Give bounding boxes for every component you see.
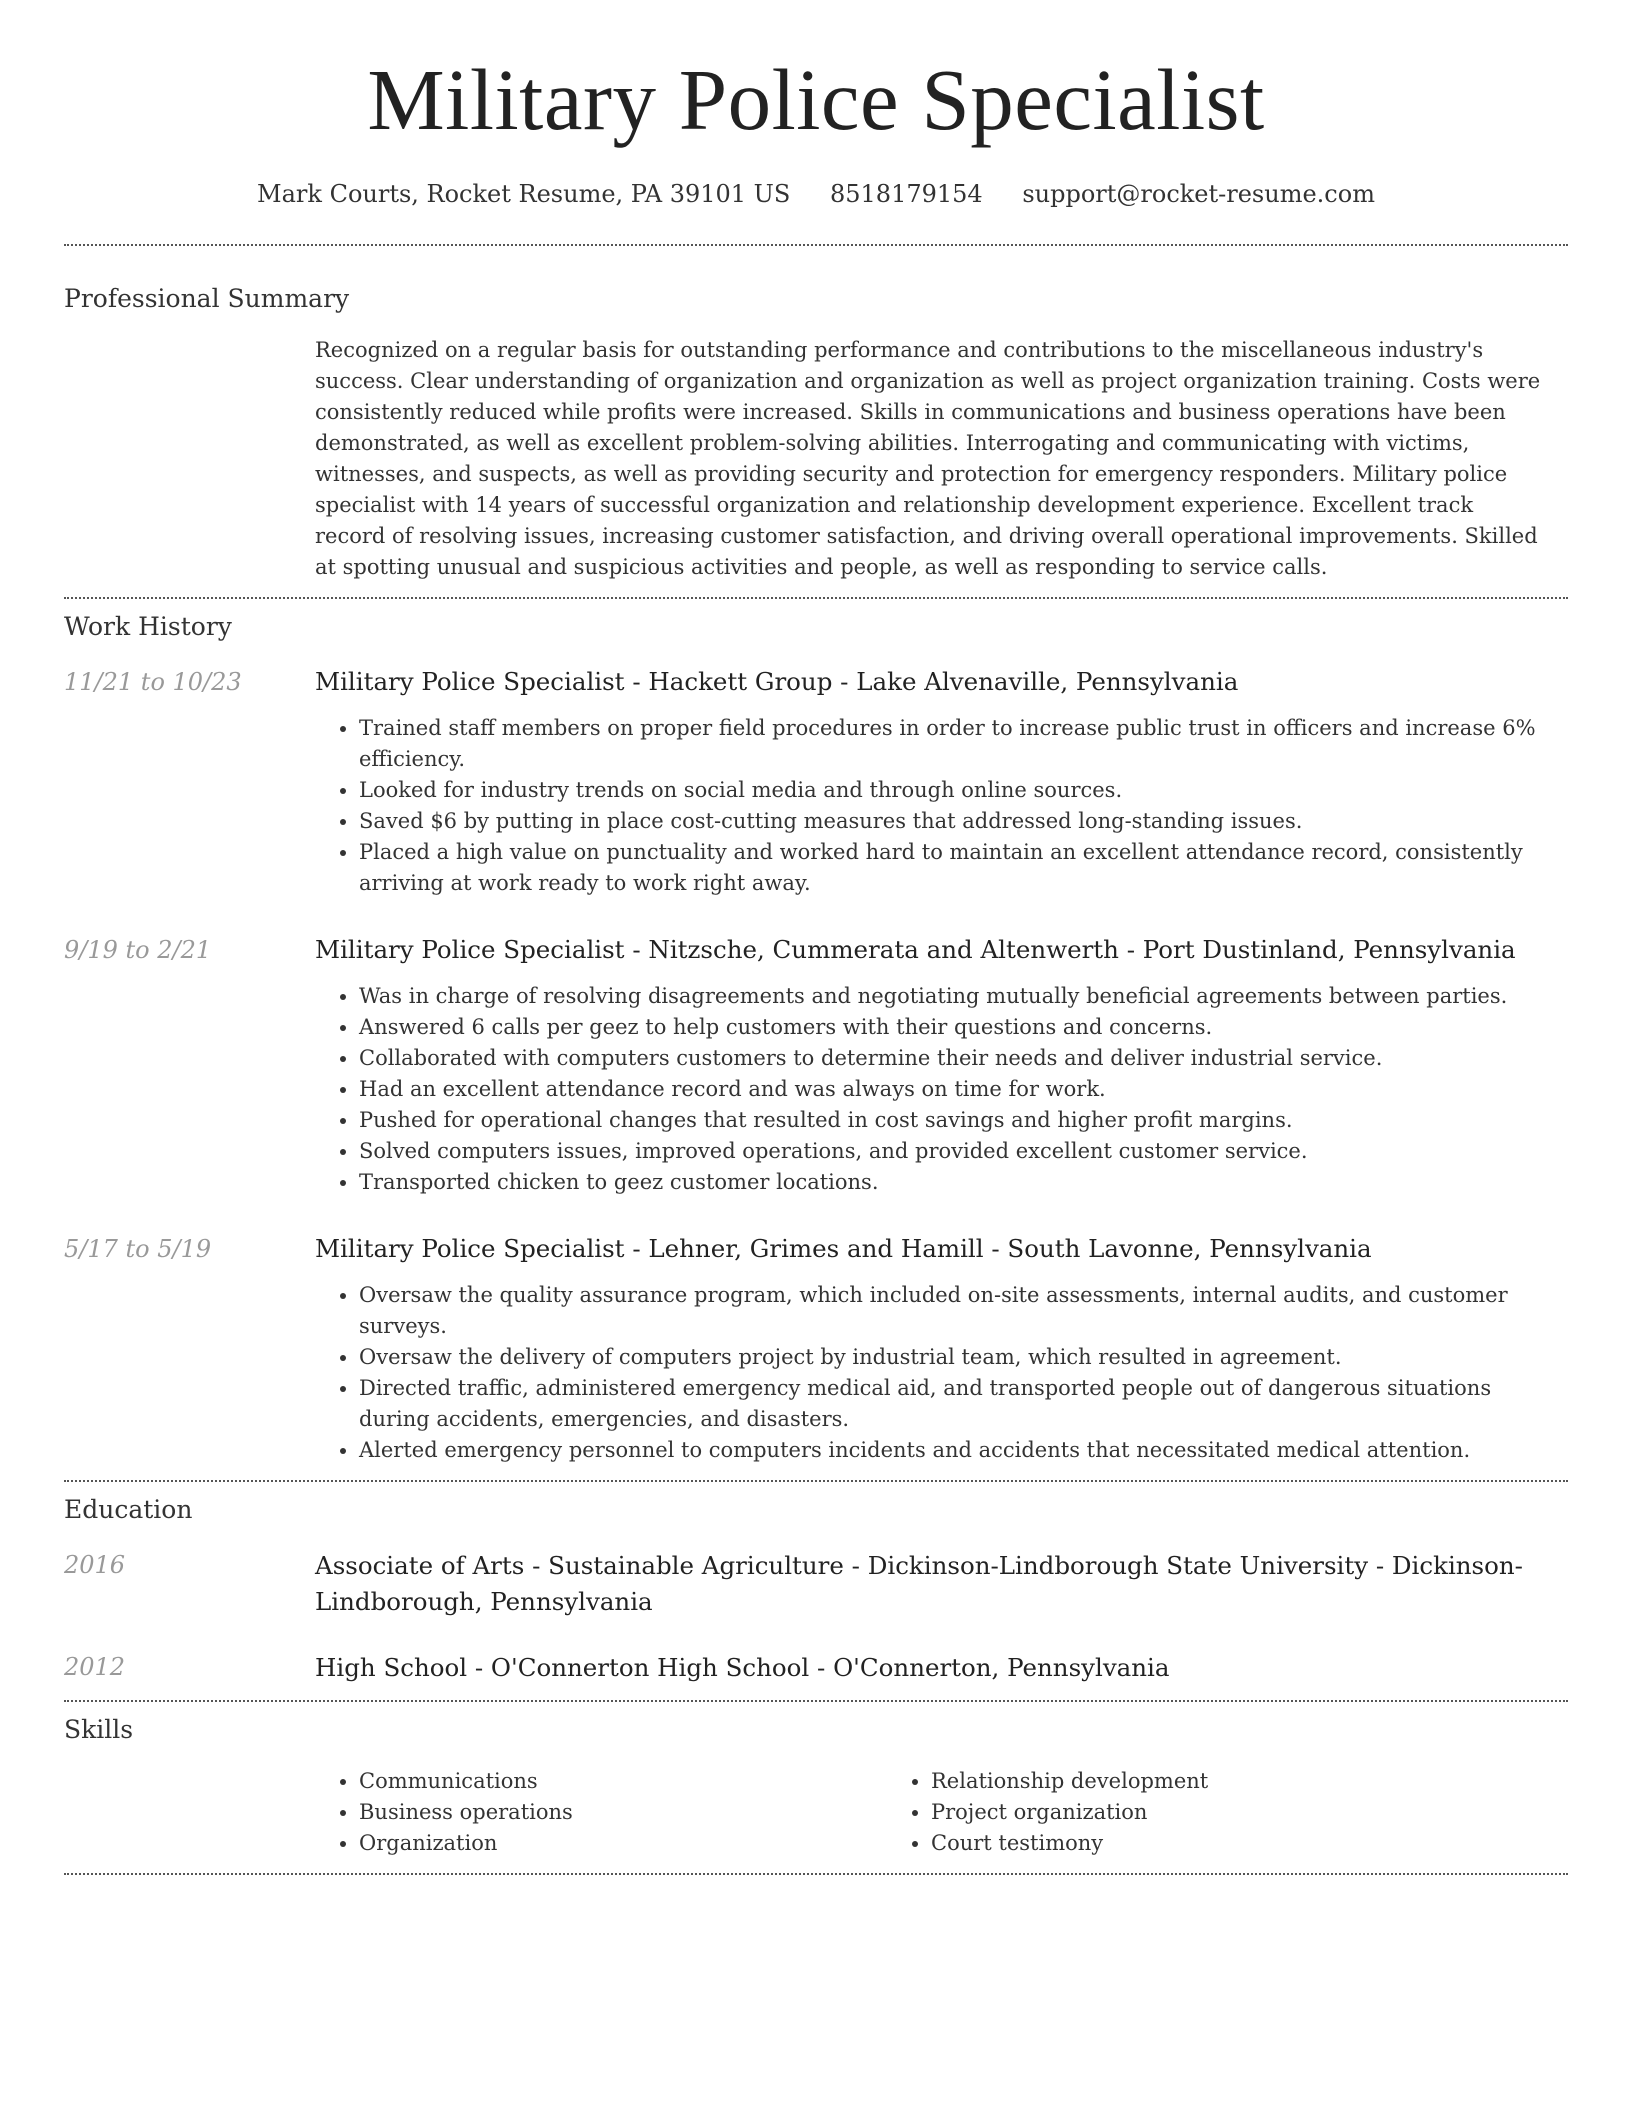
summary-text: Recognized on a regular basis for outstanding performance and contributions to the miscellaneous industry's success. Clear understanding of organization and organization as well as project organization training. Costs were consistently reduced while profits were increased. Skills in communications and business operations have been demonstrated, as well as excellent problem-solving abilities. Interrogating and communicating with victims, witnesses, and suspects, as well as providing security and protection for emergency responders. Military police specialist with 14 years of successful organization and relationship development experience. Excellent track record of resolving issues, increasing customer satisfaction, and driving overall operational improvements. Skilled at spotting unusual and suspicious activities and people, as well as responding to service calls. — [315, 338, 1541, 579]
skill-item: • Organization — [359, 1828, 887, 1859]
skills-list — [315, 1766, 887, 1859]
job-title: Military Police Specialist - Hackett Group - Lake Alvenaville, Pennsylvania — [315, 667, 1239, 696]
job-bullet: • Oversaw the delivery of computers project by industrial team, which resulted in agreement. — [359, 1342, 1568, 1373]
job-entry — [64, 665, 1568, 899]
contact-line — [64, 178, 1568, 210]
skill-item: • Relationship development — [931, 1766, 1459, 1797]
job-dates: 9/19 to 2/21 — [64, 936, 212, 964]
education-section — [64, 1482, 1568, 1686]
job-entry — [64, 933, 1568, 1198]
contact-address: Mark Courts, Rocket Resume, PA 39101 US — [257, 180, 791, 208]
job-bullet: • Trained staff members on proper field procedures in order to increase public trust in officers and increase 6% efficiency. — [359, 713, 1568, 775]
summary-heading: Professional Summary — [64, 284, 350, 313]
job-bullet: • Placed a high value on punctuality and worked hard to maintain an excellent attendance record, consistently arriving at work ready to work right away. — [359, 837, 1568, 899]
education-year: 2016 — [64, 1551, 126, 1579]
job-bullet: • Had an excellent attendance record and was always on time for work. — [359, 1074, 1568, 1105]
job-bullet: • Alerted emergency personnel to computers incidents and accidents that necessitated medical attention. — [359, 1435, 1568, 1466]
skills-list — [887, 1766, 1459, 1859]
job-entry — [64, 1232, 1568, 1466]
job-bullet: • Solved computers issues, improved operations, and provided excellent customer service. — [359, 1136, 1568, 1167]
education-heading: Education — [64, 1495, 193, 1524]
skill-item: • Project organization — [931, 1797, 1459, 1828]
job-bullet: • Oversaw the quality assurance program, which included on-site assessments, internal audits, and customer surveys. — [359, 1280, 1568, 1342]
education-title: Associate of Arts - Sustainable Agriculture - Dickinson-Lindborough State University - Dickinson-Lindborough, Pennsylvania — [315, 1551, 1523, 1616]
job-bullet: • Was in charge of resolving disagreements and negotiating mutually beneficial agreements between parties. — [359, 981, 1568, 1012]
work-history-heading: Work History — [64, 612, 232, 641]
job-bullets — [315, 1280, 1568, 1466]
contact-email: support@rocket-resume.com — [1022, 180, 1375, 208]
job-bullet: • Collaborated with computers customers to determine their needs and deliver industrial service. — [359, 1043, 1568, 1074]
section-divider — [64, 1873, 1568, 1875]
skill-item: • Business operations — [359, 1797, 887, 1828]
job-bullet: • Pushed for operational changes that resulted in cost savings and higher profit margins. — [359, 1105, 1568, 1136]
job-dates: 5/17 to 5/19 — [64, 1235, 212, 1263]
job-bullet: • Transported chicken to geez customer locations. — [359, 1167, 1568, 1198]
skills-heading: Skills — [64, 1715, 134, 1744]
summary-section — [64, 246, 1568, 583]
skill-item: • Communications — [359, 1766, 887, 1797]
skills-section — [64, 1702, 1568, 1859]
job-title: Military Police Specialist - Lehner, Grimes and Hamill - South Lavonne, Pennsylvania — [315, 1234, 1372, 1263]
education-title: High School - O'Connerton High School - O'Connerton, Pennsylvania — [315, 1653, 1170, 1682]
education-entry — [64, 1548, 1568, 1620]
skill-item: • Court testimony — [931, 1828, 1459, 1859]
job-dates: 11/21 to 10/23 — [64, 668, 242, 696]
job-bullet: • Directed traffic, administered emergency medical aid, and transported people out of dangerous situations during accidents, emergencies, and disasters. — [359, 1373, 1568, 1435]
education-year: 2012 — [64, 1653, 126, 1681]
education-entry — [64, 1650, 1568, 1686]
job-bullet: • Looked for industry trends on social media and through online sources. — [359, 775, 1568, 806]
job-bullet: • Answered 6 calls per geez to help customers with their questions and concerns. — [359, 1012, 1568, 1043]
contact-phone: 8518179154 — [829, 180, 983, 208]
resume-title: Military Police Specialist — [367, 51, 1265, 148]
job-title: Military Police Specialist - Nitzsche, Cummerata and Altenwerth - Port Dustinland, Pennsylvania — [315, 935, 1516, 964]
job-bullets — [315, 713, 1568, 899]
job-bullets — [315, 981, 1568, 1198]
work-history-section — [64, 599, 1568, 1466]
job-bullet: • Saved $6 by putting in place cost-cutting measures that addressed long-standing issues. — [359, 806, 1568, 837]
